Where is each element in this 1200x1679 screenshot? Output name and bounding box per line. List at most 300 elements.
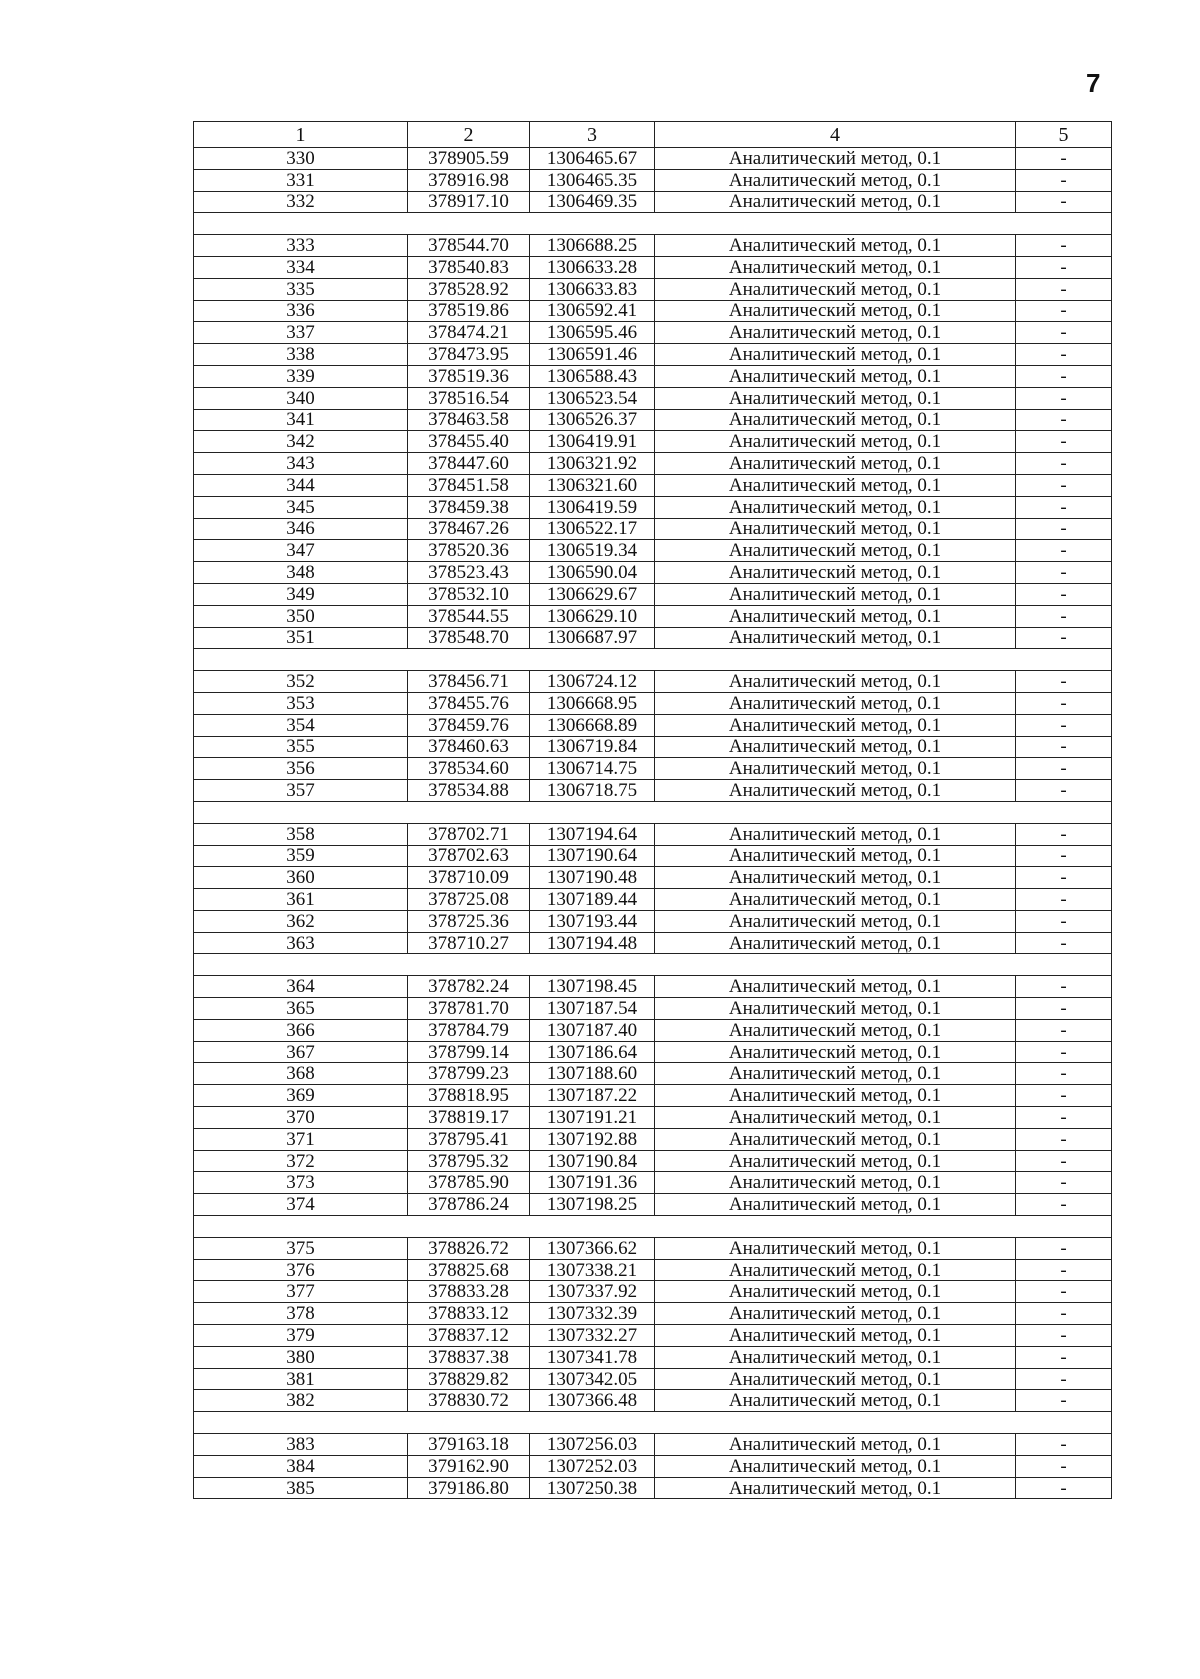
x-coordinate: 378830.72	[408, 1390, 530, 1412]
method-accuracy: Аналитический метод, 0.1	[655, 1041, 1016, 1063]
y-coordinate: 1307366.48	[530, 1390, 655, 1412]
coordinates-table-container	[193, 121, 1111, 1499]
y-coordinate: 1307332.39	[530, 1303, 655, 1325]
method-accuracy: Аналитический метод, 0.1	[655, 998, 1016, 1020]
extra-value: -	[1016, 1085, 1112, 1107]
x-coordinate: 378523.43	[408, 562, 530, 584]
point-number: 373	[194, 1172, 408, 1194]
table-row	[194, 714, 1112, 736]
method-accuracy: Аналитический метод, 0.1	[655, 1346, 1016, 1368]
y-coordinate: 1307187.40	[530, 1019, 655, 1041]
y-coordinate: 1306465.67	[530, 148, 655, 170]
y-coordinate: 1306633.28	[530, 256, 655, 278]
extra-value: -	[1016, 540, 1112, 562]
extra-value: -	[1016, 823, 1112, 845]
table-row	[194, 496, 1112, 518]
x-coordinate: 378455.76	[408, 692, 530, 714]
x-coordinate: 378782.24	[408, 976, 530, 998]
y-coordinate: 1307194.48	[530, 932, 655, 954]
extra-value: -	[1016, 1063, 1112, 1085]
table-row	[194, 1194, 1112, 1216]
extra-value: -	[1016, 671, 1112, 693]
y-coordinate: 1306522.17	[530, 518, 655, 540]
extra-value: -	[1016, 1434, 1112, 1456]
y-coordinate: 1307190.64	[530, 845, 655, 867]
group-separator	[194, 649, 1112, 671]
point-number: 361	[194, 889, 408, 911]
separator-cell	[194, 1216, 1112, 1238]
separator-cell	[194, 954, 1112, 976]
y-coordinate: 1307189.44	[530, 889, 655, 911]
x-coordinate: 378532.10	[408, 583, 530, 605]
point-number: 354	[194, 714, 408, 736]
point-number: 336	[194, 300, 408, 322]
method-accuracy: Аналитический метод, 0.1	[655, 540, 1016, 562]
method-accuracy: Аналитический метод, 0.1	[655, 1019, 1016, 1041]
method-accuracy: Аналитический метод, 0.1	[655, 169, 1016, 191]
x-coordinate: 378799.14	[408, 1041, 530, 1063]
x-coordinate: 378467.26	[408, 518, 530, 540]
y-coordinate: 1306629.10	[530, 605, 655, 627]
y-coordinate: 1307188.60	[530, 1063, 655, 1085]
y-coordinate: 1306668.89	[530, 714, 655, 736]
y-coordinate: 1306526.37	[530, 409, 655, 431]
point-number: 382	[194, 1390, 408, 1412]
y-coordinate: 1306321.60	[530, 474, 655, 496]
x-coordinate: 378447.60	[408, 453, 530, 475]
point-number: 383	[194, 1434, 408, 1456]
table-row	[194, 1150, 1112, 1172]
x-coordinate: 378528.92	[408, 278, 530, 300]
x-coordinate: 378799.23	[408, 1063, 530, 1085]
y-coordinate: 1306465.35	[530, 169, 655, 191]
point-number: 374	[194, 1194, 408, 1216]
method-accuracy: Аналитический метод, 0.1	[655, 322, 1016, 344]
method-accuracy: Аналитический метод, 0.1	[655, 235, 1016, 257]
method-accuracy: Аналитический метод, 0.1	[655, 780, 1016, 802]
x-coordinate: 378725.36	[408, 910, 530, 932]
x-coordinate: 378544.70	[408, 235, 530, 257]
extra-value: -	[1016, 583, 1112, 605]
group-separator	[194, 213, 1112, 235]
y-coordinate: 1306719.84	[530, 736, 655, 758]
method-accuracy: Аналитический метод, 0.1	[655, 1259, 1016, 1281]
table-row	[194, 692, 1112, 714]
point-number: 375	[194, 1237, 408, 1259]
point-number: 366	[194, 1019, 408, 1041]
method-accuracy: Аналитический метод, 0.1	[655, 365, 1016, 387]
y-coordinate: 1306629.67	[530, 583, 655, 605]
point-number: 363	[194, 932, 408, 954]
x-coordinate: 378905.59	[408, 148, 530, 170]
extra-value: -	[1016, 191, 1112, 213]
point-number: 356	[194, 758, 408, 780]
table-row	[194, 1281, 1112, 1303]
extra-value: -	[1016, 278, 1112, 300]
y-coordinate: 1307341.78	[530, 1346, 655, 1368]
point-number: 340	[194, 387, 408, 409]
point-number: 350	[194, 605, 408, 627]
point-number: 364	[194, 976, 408, 998]
table-row	[194, 1303, 1112, 1325]
separator-cell	[194, 801, 1112, 823]
table-row	[194, 736, 1112, 758]
y-coordinate: 1307342.05	[530, 1368, 655, 1390]
method-accuracy: Аналитический метод, 0.1	[655, 583, 1016, 605]
method-accuracy: Аналитический метод, 0.1	[655, 562, 1016, 584]
table-row	[194, 1107, 1112, 1129]
extra-value: -	[1016, 365, 1112, 387]
extra-value: -	[1016, 562, 1112, 584]
method-accuracy: Аналитический метод, 0.1	[655, 1194, 1016, 1216]
point-number: 342	[194, 431, 408, 453]
y-coordinate: 1306724.12	[530, 671, 655, 693]
x-coordinate: 378519.86	[408, 300, 530, 322]
x-coordinate: 378519.36	[408, 365, 530, 387]
y-coordinate: 1306588.43	[530, 365, 655, 387]
extra-value: -	[1016, 300, 1112, 322]
method-accuracy: Аналитический метод, 0.1	[655, 278, 1016, 300]
point-number: 333	[194, 235, 408, 257]
point-number: 372	[194, 1150, 408, 1172]
table-row	[194, 278, 1112, 300]
point-number: 358	[194, 823, 408, 845]
method-accuracy: Аналитический метод, 0.1	[655, 1150, 1016, 1172]
method-accuracy: Аналитический метод, 0.1	[655, 932, 1016, 954]
y-coordinate: 1306590.04	[530, 562, 655, 584]
table-row	[194, 235, 1112, 257]
x-coordinate: 378829.82	[408, 1368, 530, 1390]
x-coordinate: 379186.80	[408, 1477, 530, 1499]
method-accuracy: Аналитический метод, 0.1	[655, 387, 1016, 409]
y-coordinate: 1306591.46	[530, 344, 655, 366]
x-coordinate: 378456.71	[408, 671, 530, 693]
x-coordinate: 378819.17	[408, 1107, 530, 1129]
point-number: 360	[194, 867, 408, 889]
point-number: 341	[194, 409, 408, 431]
table-row	[194, 1063, 1112, 1085]
point-number: 353	[194, 692, 408, 714]
extra-value: -	[1016, 736, 1112, 758]
method-accuracy: Аналитический метод, 0.1	[655, 518, 1016, 540]
extra-value: -	[1016, 474, 1112, 496]
group-separator	[194, 1412, 1112, 1434]
y-coordinate: 1307187.22	[530, 1085, 655, 1107]
y-coordinate: 1306519.34	[530, 540, 655, 562]
method-accuracy: Аналитический метод, 0.1	[655, 1063, 1016, 1085]
table-row	[194, 1085, 1112, 1107]
table-row	[194, 627, 1112, 649]
table-row	[194, 540, 1112, 562]
table-row	[194, 976, 1112, 998]
table-row	[194, 169, 1112, 191]
y-coordinate: 1307191.21	[530, 1107, 655, 1129]
table-row	[194, 453, 1112, 475]
extra-value: -	[1016, 845, 1112, 867]
extra-value: -	[1016, 1172, 1112, 1194]
separator-cell	[194, 213, 1112, 235]
extra-value: -	[1016, 889, 1112, 911]
method-accuracy: Аналитический метод, 0.1	[655, 496, 1016, 518]
table-row	[194, 1477, 1112, 1499]
extra-value: -	[1016, 235, 1112, 257]
point-number: 348	[194, 562, 408, 584]
extra-value: -	[1016, 692, 1112, 714]
method-accuracy: Аналитический метод, 0.1	[655, 671, 1016, 693]
point-number: 384	[194, 1455, 408, 1477]
method-accuracy: Аналитический метод, 0.1	[655, 976, 1016, 998]
table-row	[194, 780, 1112, 802]
method-accuracy: Аналитический метод, 0.1	[655, 1085, 1016, 1107]
point-number: 370	[194, 1107, 408, 1129]
point-number: 365	[194, 998, 408, 1020]
point-number: 367	[194, 1041, 408, 1063]
table-row	[194, 583, 1112, 605]
method-accuracy: Аналитический метод, 0.1	[655, 409, 1016, 431]
method-accuracy: Аналитический метод, 0.1	[655, 867, 1016, 889]
x-coordinate: 378534.88	[408, 780, 530, 802]
point-number: 385	[194, 1477, 408, 1499]
point-number: 371	[194, 1128, 408, 1150]
table-row	[194, 1259, 1112, 1281]
point-number: 349	[194, 583, 408, 605]
extra-value: -	[1016, 627, 1112, 649]
extra-value: -	[1016, 1390, 1112, 1412]
y-coordinate: 1307191.36	[530, 1172, 655, 1194]
x-coordinate: 378544.55	[408, 605, 530, 627]
table-row	[194, 1019, 1112, 1041]
x-coordinate: 378826.72	[408, 1237, 530, 1259]
y-coordinate: 1306687.97	[530, 627, 655, 649]
method-accuracy: Аналитический метод, 0.1	[655, 1281, 1016, 1303]
extra-value: -	[1016, 409, 1112, 431]
point-number: 380	[194, 1346, 408, 1368]
y-coordinate: 1306321.92	[530, 453, 655, 475]
extra-value: -	[1016, 496, 1112, 518]
method-accuracy: Аналитический метод, 0.1	[655, 431, 1016, 453]
table-row	[194, 910, 1112, 932]
extra-value: -	[1016, 1325, 1112, 1347]
point-number: 338	[194, 344, 408, 366]
table-row	[194, 322, 1112, 344]
method-accuracy: Аналитический метод, 0.1	[655, 1237, 1016, 1259]
x-coordinate: 378455.40	[408, 431, 530, 453]
y-coordinate: 1307194.64	[530, 823, 655, 845]
extra-value: -	[1016, 256, 1112, 278]
table-row	[194, 474, 1112, 496]
table-row	[194, 932, 1112, 954]
table-header	[194, 122, 1112, 148]
method-accuracy: Аналитический метод, 0.1	[655, 1368, 1016, 1390]
y-coordinate: 1307256.03	[530, 1434, 655, 1456]
page-number: 7	[1086, 68, 1101, 98]
x-coordinate: 378833.28	[408, 1281, 530, 1303]
point-number: 347	[194, 540, 408, 562]
header-col-4: 4	[655, 122, 1016, 148]
method-accuracy: Аналитический метод, 0.1	[655, 910, 1016, 932]
point-number: 334	[194, 256, 408, 278]
table-row	[194, 889, 1112, 911]
x-coordinate: 378818.95	[408, 1085, 530, 1107]
x-coordinate: 378825.68	[408, 1259, 530, 1281]
table-row	[194, 1325, 1112, 1347]
extra-value: -	[1016, 714, 1112, 736]
method-accuracy: Аналитический метод, 0.1	[655, 605, 1016, 627]
x-coordinate: 378474.21	[408, 322, 530, 344]
y-coordinate: 1307366.62	[530, 1237, 655, 1259]
table-row	[194, 148, 1112, 170]
method-accuracy: Аналитический метод, 0.1	[655, 1477, 1016, 1499]
header-row	[194, 122, 1112, 148]
y-coordinate: 1307190.84	[530, 1150, 655, 1172]
y-coordinate: 1307192.88	[530, 1128, 655, 1150]
x-coordinate: 378463.58	[408, 409, 530, 431]
table-row	[194, 998, 1112, 1020]
x-coordinate: 378725.08	[408, 889, 530, 911]
x-coordinate: 378459.76	[408, 714, 530, 736]
table-row	[194, 867, 1112, 889]
extra-value: -	[1016, 1455, 1112, 1477]
table-row	[194, 1368, 1112, 1390]
point-number: 359	[194, 845, 408, 867]
extra-value: -	[1016, 1281, 1112, 1303]
y-coordinate: 1306714.75	[530, 758, 655, 780]
point-number: 335	[194, 278, 408, 300]
extra-value: -	[1016, 1150, 1112, 1172]
point-number: 345	[194, 496, 408, 518]
point-number: 343	[194, 453, 408, 475]
table-row	[194, 1455, 1112, 1477]
x-coordinate: 379162.90	[408, 1455, 530, 1477]
extra-value: -	[1016, 431, 1112, 453]
method-accuracy: Аналитический метод, 0.1	[655, 1128, 1016, 1150]
y-coordinate: 1307337.92	[530, 1281, 655, 1303]
method-accuracy: Аналитический метод, 0.1	[655, 758, 1016, 780]
table-row	[194, 256, 1112, 278]
table-row	[194, 605, 1112, 627]
x-coordinate: 378548.70	[408, 627, 530, 649]
separator-cell	[194, 1412, 1112, 1434]
x-coordinate: 378710.09	[408, 867, 530, 889]
group-separator	[194, 1216, 1112, 1238]
extra-value: -	[1016, 344, 1112, 366]
point-number: 376	[194, 1259, 408, 1281]
method-accuracy: Аналитический метод, 0.1	[655, 627, 1016, 649]
method-accuracy: Аналитический метод, 0.1	[655, 300, 1016, 322]
y-coordinate: 1306419.59	[530, 496, 655, 518]
point-number: 331	[194, 169, 408, 191]
method-accuracy: Аналитический метод, 0.1	[655, 692, 1016, 714]
method-accuracy: Аналитический метод, 0.1	[655, 714, 1016, 736]
x-coordinate: 378837.12	[408, 1325, 530, 1347]
y-coordinate: 1307187.54	[530, 998, 655, 1020]
x-coordinate: 378702.63	[408, 845, 530, 867]
x-coordinate: 378784.79	[408, 1019, 530, 1041]
method-accuracy: Аналитический метод, 0.1	[655, 823, 1016, 845]
point-number: 355	[194, 736, 408, 758]
table-row	[194, 1346, 1112, 1368]
extra-value: -	[1016, 605, 1112, 627]
y-coordinate: 1306419.91	[530, 431, 655, 453]
table-row	[194, 1172, 1112, 1194]
x-coordinate: 379163.18	[408, 1434, 530, 1456]
extra-value: -	[1016, 910, 1112, 932]
method-accuracy: Аналитический метод, 0.1	[655, 191, 1016, 213]
table-row	[194, 431, 1112, 453]
extra-value: -	[1016, 1128, 1112, 1150]
method-accuracy: Аналитический метод, 0.1	[655, 889, 1016, 911]
table-row	[194, 1237, 1112, 1259]
extra-value: -	[1016, 1477, 1112, 1499]
table-row	[194, 758, 1112, 780]
table-row	[194, 1128, 1112, 1150]
extra-value: -	[1016, 1303, 1112, 1325]
separator-cell	[194, 649, 1112, 671]
method-accuracy: Аналитический метод, 0.1	[655, 453, 1016, 475]
x-coordinate: 378916.98	[408, 169, 530, 191]
table-row	[194, 365, 1112, 387]
extra-value: -	[1016, 453, 1112, 475]
x-coordinate: 378516.54	[408, 387, 530, 409]
table-row	[194, 191, 1112, 213]
extra-value: -	[1016, 1041, 1112, 1063]
point-number: 337	[194, 322, 408, 344]
point-number: 378	[194, 1303, 408, 1325]
table-row	[194, 387, 1112, 409]
x-coordinate: 378702.71	[408, 823, 530, 845]
extra-value: -	[1016, 780, 1112, 802]
extra-value: -	[1016, 322, 1112, 344]
extra-value: -	[1016, 1107, 1112, 1129]
table-row	[194, 344, 1112, 366]
y-coordinate: 1306523.54	[530, 387, 655, 409]
group-separator	[194, 801, 1112, 823]
method-accuracy: Аналитический метод, 0.1	[655, 736, 1016, 758]
point-number: 346	[194, 518, 408, 540]
header-col-2: 2	[408, 122, 530, 148]
x-coordinate: 378785.90	[408, 1172, 530, 1194]
method-accuracy: Аналитический метод, 0.1	[655, 344, 1016, 366]
point-number: 377	[194, 1281, 408, 1303]
table-row	[194, 409, 1112, 431]
method-accuracy: Аналитический метод, 0.1	[655, 1390, 1016, 1412]
x-coordinate: 378837.38	[408, 1346, 530, 1368]
table-row	[194, 562, 1112, 584]
x-coordinate: 378451.58	[408, 474, 530, 496]
point-number: 332	[194, 191, 408, 213]
table-row	[194, 1434, 1112, 1456]
y-coordinate: 1307332.27	[530, 1325, 655, 1347]
y-coordinate: 1307198.25	[530, 1194, 655, 1216]
y-coordinate: 1307190.48	[530, 867, 655, 889]
method-accuracy: Аналитический метод, 0.1	[655, 1434, 1016, 1456]
extra-value: -	[1016, 998, 1112, 1020]
header-col-1: 1	[194, 122, 408, 148]
header-col-3: 3	[530, 122, 655, 148]
extra-value: -	[1016, 932, 1112, 954]
table-row	[194, 518, 1112, 540]
extra-value: -	[1016, 1346, 1112, 1368]
y-coordinate: 1307252.03	[530, 1455, 655, 1477]
table-row	[194, 671, 1112, 693]
x-coordinate: 378781.70	[408, 998, 530, 1020]
x-coordinate: 378917.10	[408, 191, 530, 213]
x-coordinate: 378540.83	[408, 256, 530, 278]
x-coordinate: 378710.27	[408, 932, 530, 954]
point-number: 381	[194, 1368, 408, 1390]
x-coordinate: 378833.12	[408, 1303, 530, 1325]
y-coordinate: 1307198.45	[530, 976, 655, 998]
